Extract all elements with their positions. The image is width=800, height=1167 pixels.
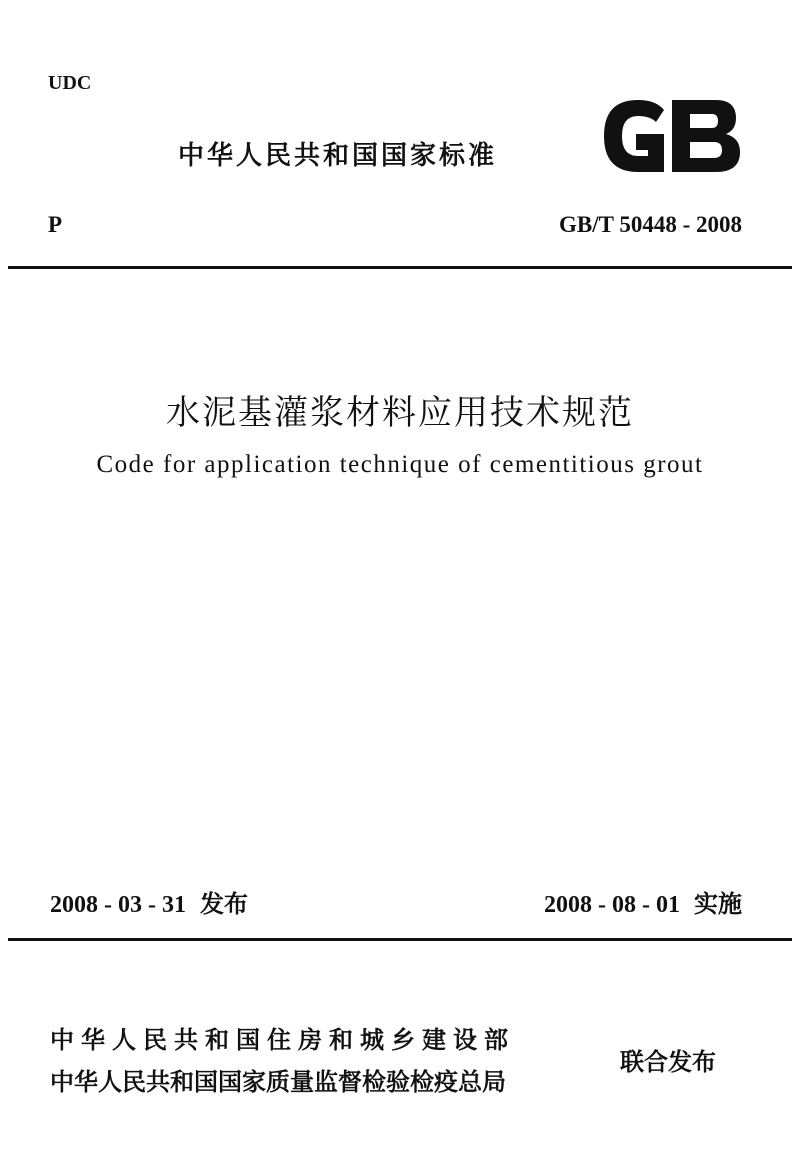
effective-label: 实施 [694, 890, 742, 918]
publisher-ministry: 中华人民共和国住房和城乡建设部 [50, 1026, 515, 1054]
title-chinese: 水泥基灌浆材料应用技术规范 [166, 393, 634, 433]
issue-label: 发布 [199, 890, 248, 918]
joint-publish-label: 联合发布 [620, 1048, 716, 1076]
gb-logo [598, 96, 743, 176]
bottom-divider [8, 938, 792, 941]
effective-date: 2008 - 08 - 01 [544, 892, 680, 918]
issue-date: 2008 - 03 - 31 [50, 892, 186, 918]
title-english: Code for application technique of cementitious grout [96, 451, 704, 478]
standard-type: 中华人民共和国国家标准 [178, 141, 498, 171]
publisher-aqsiq: 中华人民共和国国家质量监督检验检疫总局 [50, 1068, 506, 1096]
issue-date-block [50, 884, 248, 919]
standard-number: GB/T 50448 - 2008 [559, 212, 742, 237]
top-divider [8, 266, 792, 269]
udc-label: UDC [48, 72, 92, 94]
classification-code: P [48, 212, 63, 237]
effective-date-block [544, 884, 742, 919]
